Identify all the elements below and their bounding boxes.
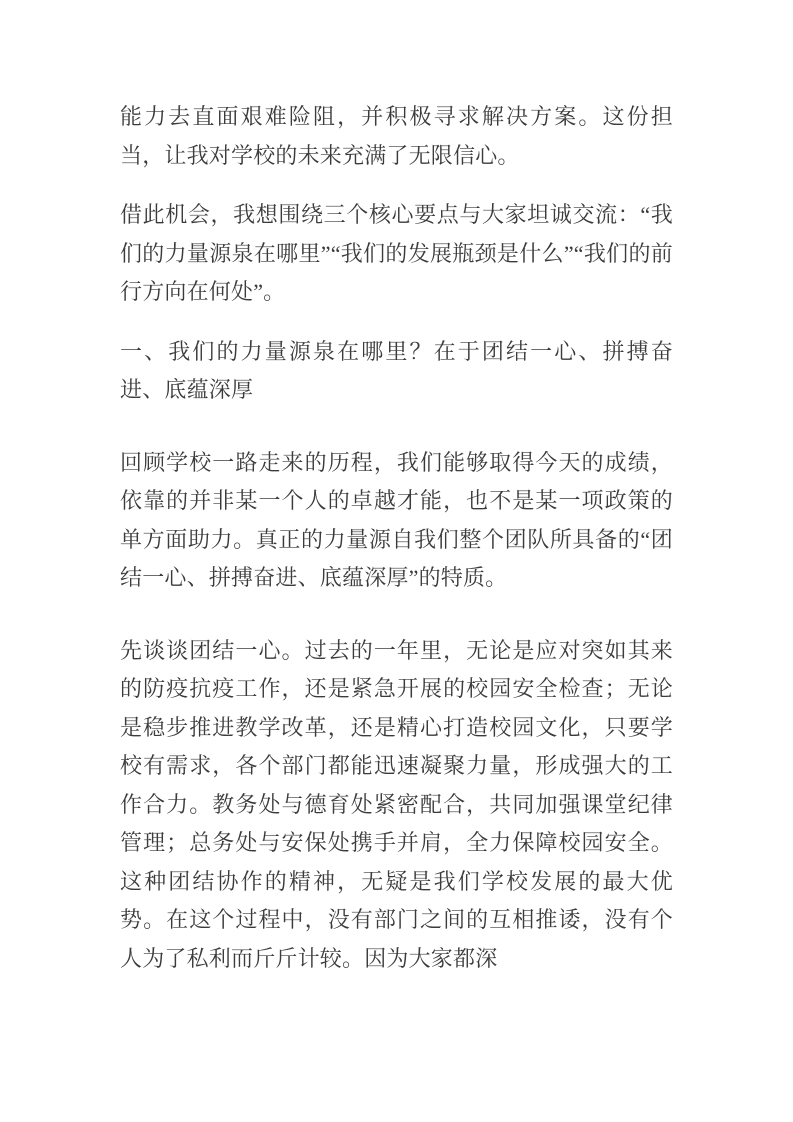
- document-content: [120, 98, 673, 978]
- paragraph-intro-continuation: 能力去直面艰难险阻，并积极寻求解决方案。这份担当，让我对学校的未来充满了无限信心。: [120, 104, 673, 168]
- paragraph-unity: 先谈谈团结一心。过去的一年里，无论是应对突如其来的防疫抗疫工作，还是紧急开展的校园安全检查；无论是稳步推进教学改革，还是精心打造校园文化，只要学校有需求，各个部门都能迅速凝聚力量，形成强大的工作合力。教务处与德育处紧密配合，共同加强课堂纪律管理；总务处与安保处携手并肩，全力保障校园安全。这种团结协作的精神，无疑是我们学校发展的最大优势。在这个过程中，没有部门之间的互相推诿，没有个人为了私利而斤斤计较。因为大家都深: [120, 637, 673, 971]
- paragraph-review-history: 回顾学校一路走来的历程，我们能够取得今天的成绩，依靠的并非某一个人的卓越才能，也不是某一项政策的单方面助力。真正的力量源自我们整个团队所具备的“团结一心、拼搏奋进、底蕴深厚”的特质。: [120, 449, 673, 590]
- section-heading-one: 一、我们的力量源泉在哪里？在于团结一心、拼搏奋进、底蕴深厚: [120, 338, 673, 402]
- paragraph-three-points: 借此机会，我想围绕三个核心要点与大家坦诚交流：“我们的力量源泉在哪里”“我们的发展瓶颈是什么”“我们的前行方向在何处”。: [120, 202, 673, 304]
